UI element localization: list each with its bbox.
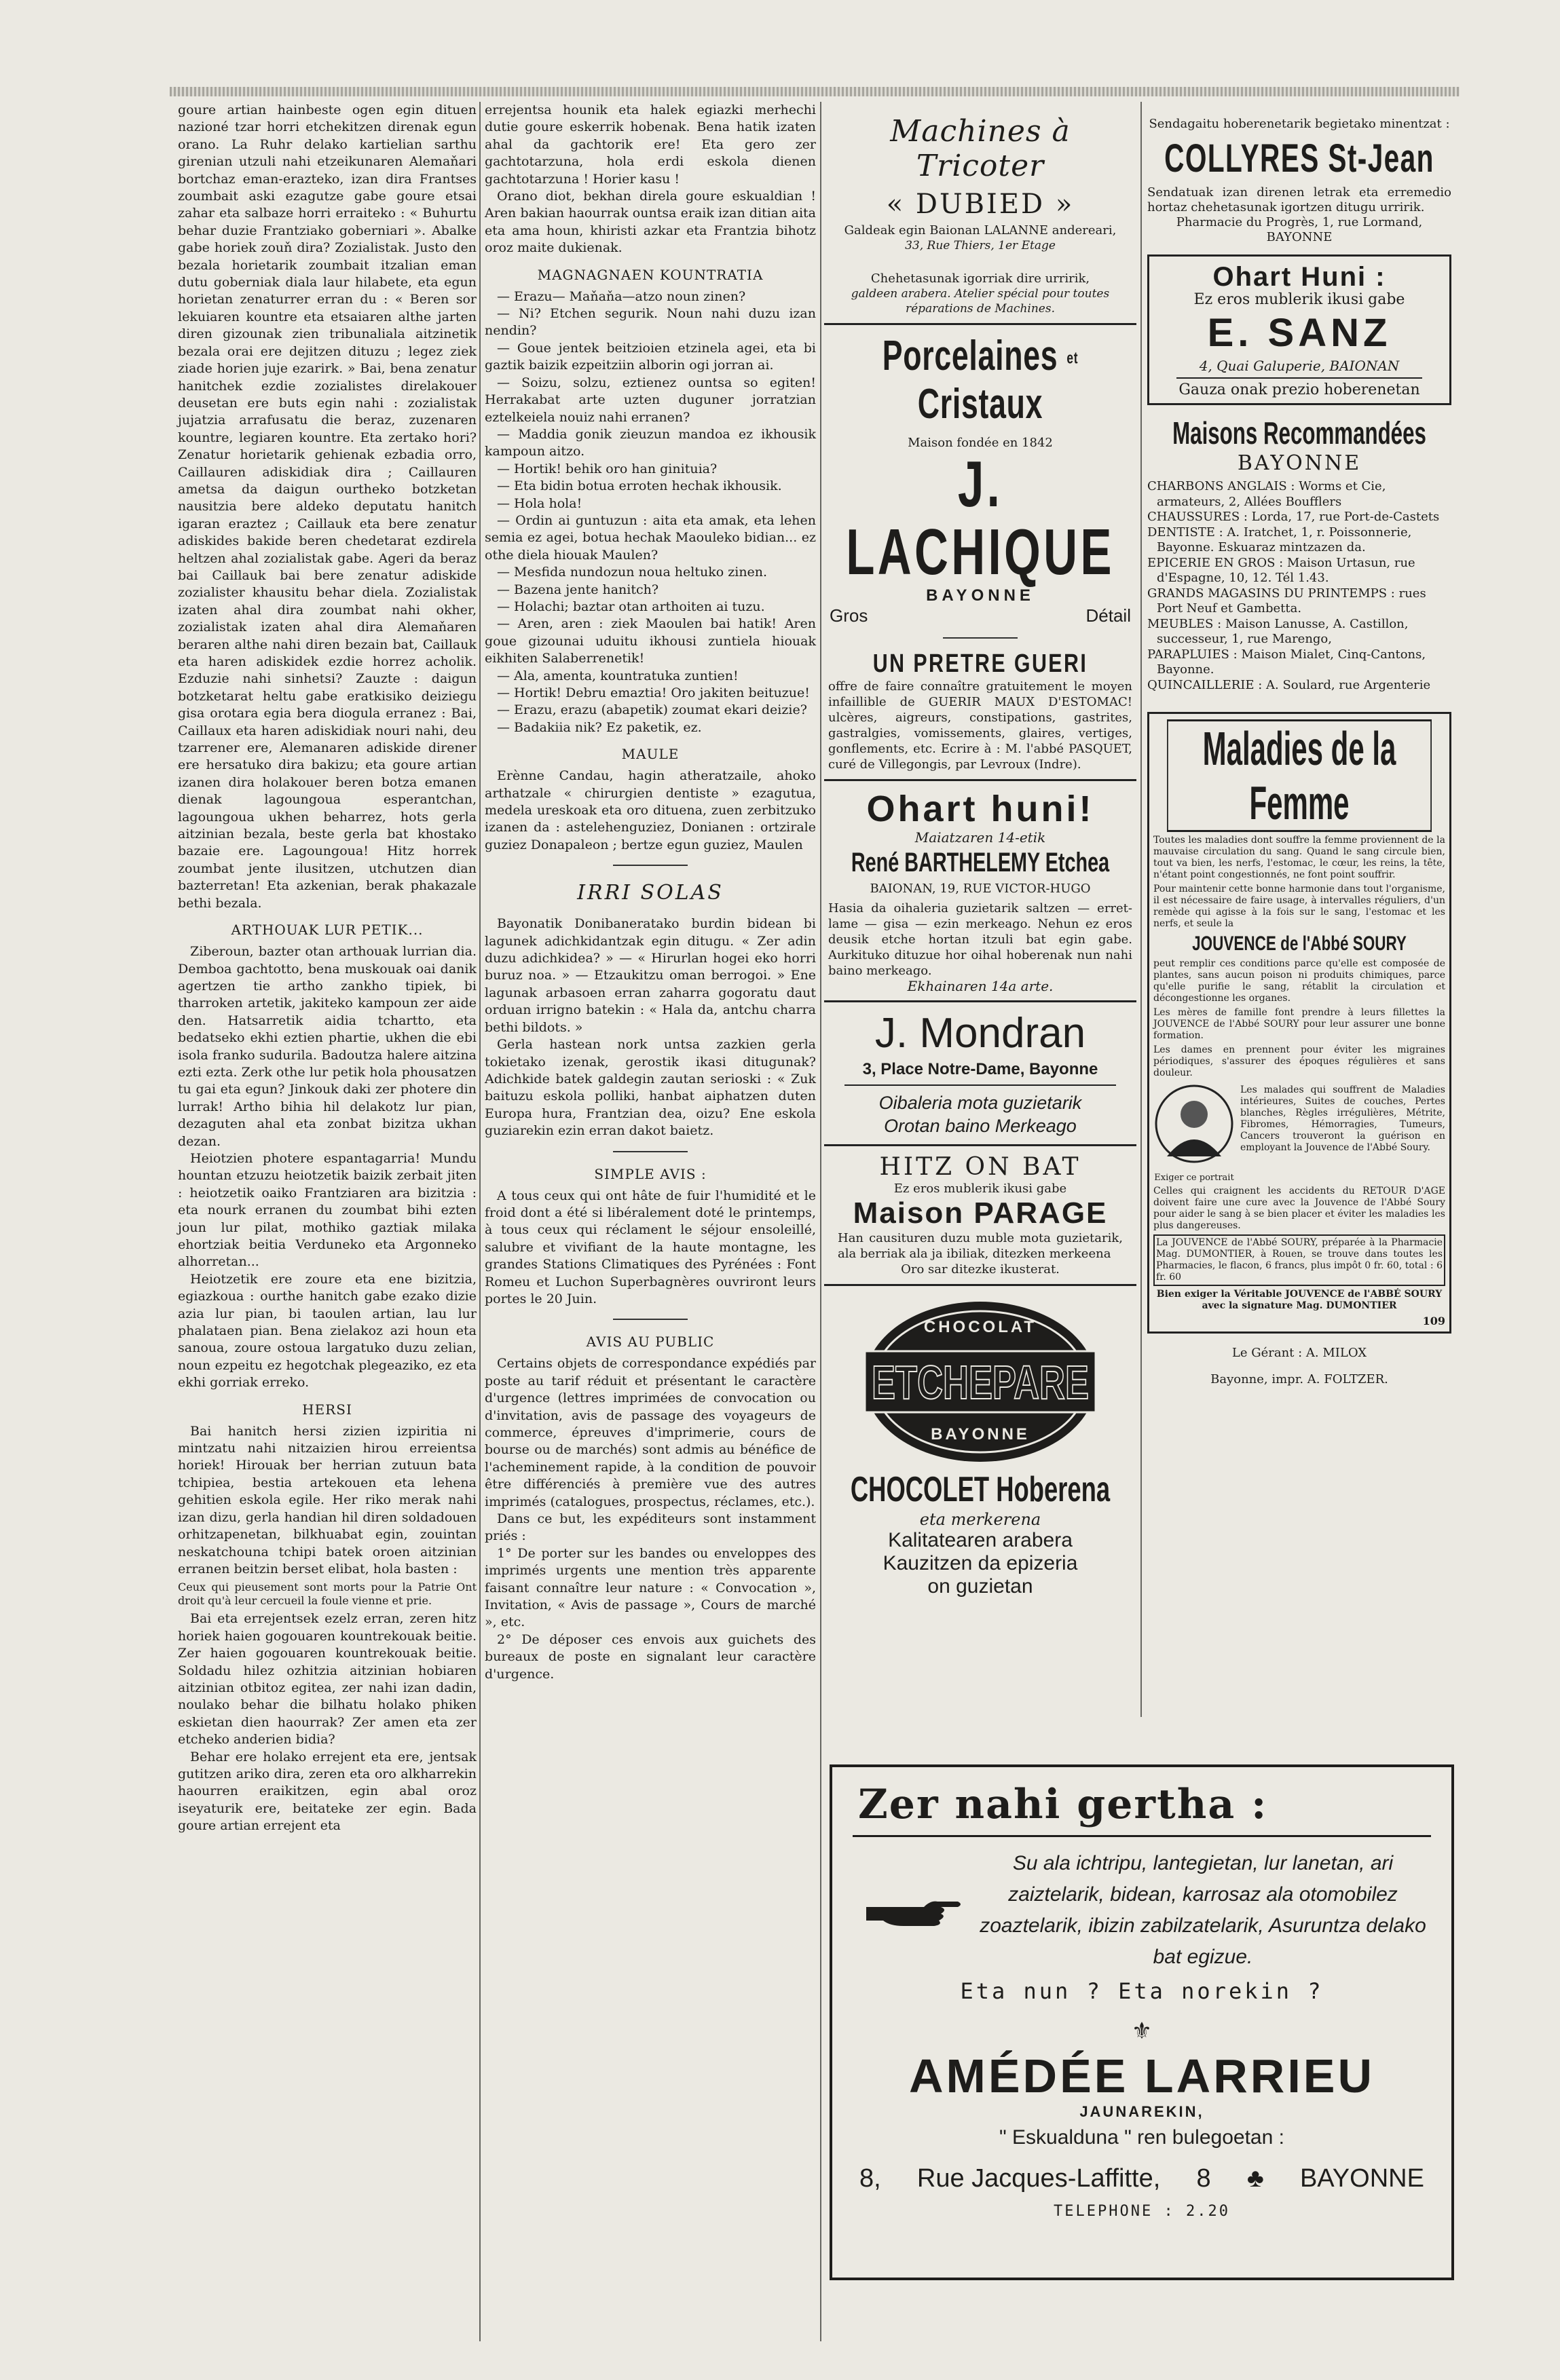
- ad-text: La JOUVENCE de l'Abbé SOURY, préparée à la Pharmacie Mag. DUMONTIER, à Rouen, se trouve dans toutes les Pharmacies, le flacon, 6 francs, plus impôt 0 fr. 60, total : 6 fr. 60: [1153, 1234, 1445, 1286]
- ad-title: Ohart Huni :: [1212, 262, 1386, 292]
- dialog-line: — Holachi; baztar otan arthoiten ai tuzu.: [497, 599, 765, 614]
- ad-divider: [824, 1284, 1136, 1286]
- list-item: QUINCAILLERIE : A. Soulard, rue Argenterie: [1147, 677, 1431, 692]
- ad-row: [824, 605, 1136, 626]
- advertisement-column-4: [1147, 102, 1451, 1717]
- ad-brand: « DUBIED »: [886, 189, 1075, 220]
- ad-text: on guzietan: [927, 1575, 1033, 1598]
- pointing-hand-icon: [853, 1848, 975, 1973]
- ad-divider: [824, 323, 1136, 325]
- ad-title: Ohart huni!: [866, 789, 1094, 829]
- logo-text-bottom: BAYONNE: [931, 1425, 1030, 1443]
- telephone: TELEPHONE : 2.20: [1054, 2203, 1230, 2220]
- separator-ornament: [485, 1315, 816, 1324]
- address-city: BAYONNE: [1299, 2164, 1424, 2193]
- ad-title: Machines à Tricoter: [890, 114, 1071, 183]
- list-item: GRANDS MAGASINS DU PRINTEMPS : rues Port Neuf et Gambetta.: [1147, 586, 1426, 616]
- dialog-line: — Bazena jente hanitch?: [497, 582, 659, 597]
- ad-brand: JOUVENCE de l'Abbé SOURY: [1192, 932, 1407, 955]
- ad-text: Les malades qui souffrent de Maladies intérieures, Suites de couches, Pertes blanches, Règles irrégulières, Métrite, Fibromes, Hémorragies, Tumeurs, Cancers trouveront la guérison en employant la Jouvence de l'Abbé Soury.: [1240, 1084, 1445, 1153]
- logo-text-main: ETCHEPARE: [872, 1356, 1089, 1409]
- ad-text: Les mères de famille font prendre à leurs fillettes la JOUVENCE de l'Abbé SOURY pour leur assurer une bonne formation.: [1153, 1007, 1445, 1041]
- section-heading: AVIS AU PUBLIC: [586, 1334, 715, 1350]
- ad-text: eta merkerena: [919, 1510, 1041, 1529]
- ad-title-part: Cristaux: [917, 381, 1043, 428]
- ad-text: Gros: [830, 605, 868, 626]
- separator-ornament: [485, 1147, 816, 1156]
- ad-text: Ez eros mublerik ikusi gabe: [1193, 291, 1405, 308]
- printer-line: Bayonne, impr. A. FOLTZER.: [1210, 1372, 1388, 1386]
- ad-brand: AMÉDÉE LARRIEU: [908, 2050, 1375, 2102]
- ad-text: Oro sar ditezke ikusterat.: [901, 1262, 1060, 1277]
- ad-machines-tricoter: [824, 114, 1136, 316]
- ad-text: Maison fondée en 1842: [908, 436, 1053, 450]
- dialog-line: — Ala, amenta, kountratuka zuntien!: [497, 668, 739, 683]
- fleuron-icon: ⚜: [1131, 2018, 1153, 2045]
- portrait: [1153, 1082, 1235, 1183]
- section-heading: MAULE: [621, 746, 680, 763]
- column-divider: [1140, 102, 1142, 1717]
- article-paragraph: Erènne Candau, hagin atheratzaile, ahoko arthatzale « chirurgien dentiste » ezagutua, medela ureskoak eta oro dituena, zuen zerbitzuko izanen da : astelehenguziez, Donianen : ortzirale guziez Donapaleon ; bertze egun guziez, Maulen: [485, 768, 816, 852]
- section-heading: ARTHOUAK LUR PETIK...: [231, 922, 424, 939]
- ad-text: Ekhainaren 14a arte.: [907, 978, 1054, 994]
- ad-address: [853, 2164, 1431, 2193]
- ad-parage: [824, 1153, 1136, 1277]
- ad-brand: E. SANZ: [1207, 311, 1392, 355]
- ad-sanz: [1147, 254, 1451, 405]
- article-paragraph: 1° De porter sur les bandes ou enveloppes des imprimés urgents une mention très apparente faisant connaître leur nature : « Convocation », Invitation, « Avis de passage », Cours de marché », etc.: [485, 1545, 816, 1630]
- ad-divider: [844, 1084, 1116, 1086]
- article-paragraph: A tous ceux qui ont hâte de fuir l'humidité et le froid dont a été si libéralement doté le printemps, à tous ceux qui réclament le séjour ensoleillé, salubre et vivifiant de la haute montagne, les grandes Stations Climatiques des Pyrénées : Font Romeu et Luchon Superbagnères ouvriront leurs portes le 20 Juin.: [485, 1188, 816, 1306]
- ad-brand: COLLYRES St-Jean: [1164, 136, 1434, 181]
- article-paragraph: Dans ce but, les expéditeurs sont instamment priés :: [485, 1511, 816, 1544]
- ad-text: BAIONAN, 19, RUE VICTOR-HUGO: [870, 882, 1091, 896]
- list-item: DENTISTE : A. Iratchet, 1, r. Poissonnerie, Bayonne. Eskuaraz mintzazen da.: [1147, 525, 1412, 554]
- section-subheading: BAYONNE: [1237, 451, 1362, 475]
- article-paragraph: Heiotzien photere espantagarria! Mundu hountan etzuzu heiotzetik baizik zerbait jiten : heiotzetik oaiko Frantziaren ara bizitzia : eta nourk erranen du zoumbat bihi ezten joun lur pilat, mothiko gaztiak milaka ehortziak beitia Verduneko eta Argonneko alhorretan...: [178, 1150, 477, 1270]
- advertisement-column-3: [824, 102, 1136, 1717]
- section-heading: IRRI SOLAS: [577, 881, 724, 905]
- ad-text: Pour maintenir cette bonne harmonie dans tout l'organisme, il est nécessaire de faire usage, à intervalles réguliers, d'un remède qui agisse à la fois sur le sang, l'estomac et les nerfs, et seule la: [1153, 884, 1445, 929]
- dialog-line: — Eta bidin botua erroten hechak ikhousik.: [497, 478, 782, 494]
- section-heading: HERSI: [302, 1401, 352, 1418]
- ad-question: Eta nun ? Eta norekin ?: [960, 1978, 1324, 2004]
- list-item: CHARBONS ANGLAIS : Worms et Cie, armateurs, 2, Allées Boufflers: [1147, 479, 1386, 509]
- dialog-line: — Goue jentek beitzioien etzinela agei, eta bi gaztik baizik ezpeitziin alborin ogi jorran ai.: [485, 340, 816, 373]
- ad-text: peut remplir ces conditions parce qu'elle est composée de plantes, sans aucun poison ni produits chimiques, parce qu'elle purifie le sang, rétablit la circulation et décongestionne les organes.: [1153, 958, 1445, 1004]
- article-paragraph: Heiotzetik ere zoure eta ene bizitzia, egiazkoua : ourthe hanitch gabe ezako dizie azia lur pian, bi taoulen artian, lau lur phalataen pian. Bena zielakoz azi houn eta sanoua, zoure ostoua largatuko duzu zelian, noun ezpeitu ez hegotchak plegeaziko, ez eta ekhi gorriak erreko.: [178, 1271, 477, 1391]
- article-paragraph: Certains objets de correspondance expédiés par poste au tarif réduit et présentant le caractère d'urgence (lettres imprimées de convocation ou d'invitation, avis de passage des voyageurs de commerce, épreuves d'imprimerie, cours de bourse ou de marchés) sont admis au bénéfice de l'acheminement rapide, à la condition de pouvoir être différenciés à première vue des autres imprimés (catalogues, prospectus, réclames, etc.).: [485, 1356, 816, 1509]
- ad-text: 3, Place Notre-Dame, Bayonne: [862, 1060, 1098, 1078]
- logo-text-top: CHOCOLAT: [923, 1318, 1037, 1336]
- ad-divider: [1176, 377, 1422, 379]
- ad-text: Oibaleria mota guzietarik: [878, 1093, 1082, 1113]
- ad-text: 4, Quai Galuperie, BAIONAN: [1199, 358, 1400, 374]
- ad-title-part: et: [1066, 349, 1079, 368]
- ad-text: Toutes les maladies dont souffre la femme proviennent de la mauvaise circulation du sang. Quand le sang circule bien, tout va bien, les nerfs, l'estomac, le cœur, les reins, la tête, n'étant point congestionnés, ne font point souffrir.: [1153, 835, 1445, 880]
- abbe-portrait-icon: [1153, 1082, 1235, 1170]
- list-item: PARAPLUIES : Maison Mialet, Cinq-Cantons, Bayonne.: [1147, 647, 1426, 677]
- article-paragraph: Ziberoun, bazter otan arthouak lurrian dia. Demboa gachtotto, bena muskouak oai danik agertzen tie artho zankho tipiek, bi tharroken artetik, jakiteko kampoun zer aide den. Hatsarretik aidia tchartto, eta bedatseko ekhi eztien phartie, ukhen die ebi isola franko sudurila. Badoutza halere aitzina ezti ezta. Zerk othe lur petik hola phousatzen tu gai eta egun? Jinkouk daki zer photere din lurrak! Artho bihia hil delakotz lur pian, dezaguten ahal eta zonbat bizitza ukhan dezan.: [178, 944, 477, 1149]
- ad-text: Les dames en prennent pour éviter les migraines périodiques, s'assurer des époques régulières et sans douleur.: [1153, 1044, 1445, 1078]
- ad-larrieu-insurance: [830, 1764, 1454, 2280]
- ornament-icon: ♣: [1246, 2164, 1264, 2193]
- ad-rene-barthelemy: [824, 788, 1136, 994]
- dialog-line: — Hola hola!: [497, 495, 582, 511]
- article-paragraph: Behar ere holako errejent eta ere, jentsak gutitzen ariko dira, zeren eta oro alkharrekin haourren eraikitzen, egin abal oroz iseyaturik ere, beitateke zer egin. Bada goure artian errejent eta: [178, 1749, 477, 1834]
- ad-jouvence-soury: [1147, 712, 1451, 1334]
- ad-brand: CHOCOLET Hoberena: [850, 1470, 1111, 1509]
- etchepare-logo: [858, 1297, 1102, 1467]
- ad-text: " Eskualduna " ren bulegoetan :: [999, 2126, 1284, 2149]
- portrait-caption: Exiger ce portrait: [1154, 1173, 1234, 1183]
- ad-portrait-row: [1153, 1082, 1445, 1183]
- top-border-rule: [170, 87, 1460, 96]
- article-paragraph: errejentsa hounik eta halek egiazki merhechi dutie goure eskerrik hobenak. Bena hatik izaten ahal da gachtorik ere! Eta gero zer gachtotarzuna, hola erdi eskola dienen gachtotarzuna ! Horier kasu !: [485, 102, 816, 187]
- ad-text: Hasia da oihaleria guzietarik saltzen — erret-lame — gisa — ezin merkeago. Nehun ez eros deusik etche hortan itzuli bat egin gabe. Aurkituko dituzue hor oihal hoberenak nun nahi baino merkeago.: [828, 901, 1132, 978]
- article-column-2: [485, 102, 816, 2341]
- dialog-line: — Ordin ai guntuzun : aita eta amak, eta lehen semia ez agei, botua hechak Maouleko bidian... ez othe diela hiouak Maulen?: [485, 512, 816, 563]
- ad-mondran: [824, 1009, 1136, 1137]
- section-heading: SIMPLE AVIS :: [594, 1165, 707, 1182]
- column-divider: [479, 102, 481, 2341]
- ad-brand: J. LACHIQUE: [846, 448, 1115, 588]
- ad-title: HITZ ON BAT: [879, 1153, 1081, 1181]
- ad-brand: J. Mondran: [874, 1010, 1086, 1057]
- ad-text: Sendagaitu hoberenetarik begietako minentzat :: [1149, 117, 1450, 131]
- ad-text: Galdeak egin Baionan LALANNE andereari,: [844, 223, 1117, 238]
- ad-text: Su ala ichtripu, lantegietan, lur lanetan, ari zaiztelarik, bidean, karrosaz ala otomobilez zoaztelarik, ibizin zabilzatelarik, Asuruntza delako bat egizue.: [980, 1852, 1426, 1968]
- separator-ornament: [824, 633, 1136, 643]
- ad-text: Gauza onak prezio hoberenetan: [1178, 381, 1420, 398]
- section-heading: Maisons Recommandées: [1172, 415, 1426, 451]
- dialog-line: — Erazu— Maňaňa—atzo noun zinen?: [497, 288, 746, 304]
- dialog-line: — Ni? Etchen segurik. Noun nahi duzu izan nendin?: [485, 306, 816, 339]
- dialog-line: — Mesfida nundozun noua heltuko zinen.: [497, 565, 768, 580]
- ad-divider: [824, 779, 1136, 781]
- ad-title: Zer nahi gertha :: [858, 1781, 1268, 1828]
- recommended-list: [1147, 479, 1451, 693]
- list-item: MEUBLES : Maison Lanusse, A. Castillon, successeur, 1, rue Marengo,: [1147, 616, 1409, 646]
- ad-divider: [853, 1835, 1431, 1837]
- column-divider: [820, 102, 821, 2341]
- ad-text: Pharmacie du Progrès, 1, rue Lormand, BAYONNE: [1176, 215, 1423, 244]
- article-column-1: [178, 102, 477, 2341]
- ad-body: [853, 1848, 1431, 1973]
- ad-text: galdeen arabera. Atelier spécial pour toutes réparations de Machines.: [851, 287, 1110, 316]
- list-item: EPICERIE EN GROS : Maison Urtasun, rue d'Espagne, 10, 12. Tél 1.43.: [1147, 555, 1415, 585]
- ad-brand: Maison PARAGE: [853, 1196, 1108, 1230]
- ad-divider: [824, 1000, 1136, 1002]
- ad-text: Bien exiger la Véritable JOUVENCE de l'ABBÉ SOURY avec la signature Mag. DUMONTIER: [1156, 1289, 1443, 1311]
- ad-text: Orotan baino Merkeago: [884, 1116, 1077, 1136]
- article-paragraph: 2° De déposer ces envois aux guichets des bureaux de poste en signalant leur caractère d'urgence.: [485, 1631, 816, 1682]
- ad-text: offre de faire connaître gratuitement le moyen infaillible de GUERIR MAUX D'ESTOMAC! ulcères, aigreurs, constipations, gastrites, gastralgies, vomissements, glaires, vertiges, gonflements, etc. Ecrire à : M. l'abbé PASQUET, curé de Villegongis, par Levroux (Indre).: [828, 679, 1132, 772]
- ad-city: BAYONNE: [926, 586, 1035, 605]
- ad-text: Celles qui craignent les accidents du RETOUR D'AGE doivent faire une cure avec la Jouvence de l'Abbé Soury pour aider le sang à se bien placer et éviter les maladies les plus dangereuses.: [1153, 1186, 1445, 1231]
- ad-pretre-gueri: [824, 649, 1136, 772]
- dialog-line: — Aren, aren : ziek Maoulen bai hatik! Aren goue gizounai uduitu ikhousi zuntiela hiouak eikhiten Salaberrenetik!: [485, 616, 816, 666]
- section-heading: MAGNAGNAEN KOUNTRATIA: [537, 266, 764, 283]
- article-paragraph: Orano diot, bekhan direla goure eskualdian ! Aren bakian haourrak ountsa eraik izan ditian aita eta ama houn, khiristi azkar eta Frantzia bihotz oroz maite dukienak.: [485, 189, 816, 256]
- ad-title: Maladies de la Femme: [1167, 719, 1432, 832]
- ad-text: Maiatzaren 14-etik: [914, 829, 1046, 846]
- dialog-line: — Erazu, erazu (abapetik) zoumat ekari deizie?: [497, 702, 807, 718]
- ad-text: Détail: [1085, 605, 1131, 626]
- ad-text: Kalitatearen arabera: [888, 1529, 1073, 1551]
- ad-text: Chehetasunak igorriak dire urririk,: [870, 271, 1090, 286]
- ad-title-part: Porcelaines: [882, 333, 1058, 379]
- address-number: 8,: [859, 2164, 881, 2193]
- ad-divider: [824, 1144, 1136, 1146]
- address-number: 8: [1196, 2164, 1211, 2193]
- gerant-line: Le Gérant : A. MILOX: [1231, 1346, 1367, 1360]
- ad-text: Sendatuak izan direnen letrak eta erremedio hortaz chehetasunak igortzen ditugu urririk.: [1147, 185, 1451, 214]
- article-paragraph: Bayonatik Donibaneratako burdin bidean bi lagunek adichkidantzak egin ditugu. « Zer adin duzu adichkidea? » — « Hirurlan hogei eko horri buruz noa. » — Etzaukitzu oman berrogoi. » Ene lagunak arbasoen erran zaharra gogoratu daut orduan irrigno batekin : « Hala da, antchu charra bethi bildots. »: [485, 916, 816, 1035]
- dialog-line: — Hortik! Debru emaztia! Oro jakiten beituzue!: [497, 685, 810, 700]
- article-paragraph: Bai hanitch hersi zizien izpiritia ni mintzatu nahi nitzaizien hirou erreientsa horiek! Hirouak ber herrian zutuun bata tchipiea, bestia artekouen eta lehena gehitien eskola egile. Her riko merak nahi izan dizu, gerla handian hil diren soldadouen orhitzapenetan, bilkhuabat egin, zouintan neskatchouna tchipi batek oroen aitzinian erranen beitzin berset elibat, hola basten :: [178, 1423, 477, 1576]
- ad-text: JAUNAREKIN,: [1079, 2103, 1204, 2120]
- ad-chocolat-etchepare: [824, 1297, 1136, 1598]
- separator-ornament: [485, 861, 816, 870]
- dialog-line: — Hortik! behik oro han ginituia?: [497, 461, 718, 476]
- ad-brand: René BARTHELEMY Etchea: [851, 848, 1110, 877]
- article-paragraph: goure artian hainbeste ogen egin dituen nazioné tzar horri etchekitzen direnak egun orano. La Ruhr delako kartielian sarthu girenian utzuli nahi etzeikunaren Alemaňari bortchaz eman-erazteko, izan dira Frantses zoumbait aski ezagutze gabe goure etsai zahar eta salbaze horri erraiteko : « Buhurtu behar duzie Frantziako goberniari ». Abalke gabe horiek zouň dira? Zozialistak. Justo den bezala horietarik zoumbait itzalian eman dutu goberniak diala laur hilabete, eta egun horietan zenaturrer erran du : « Beren sor lekuiaren kountre eta etsaiaren althe jarten diren gizounak zien tribunaliala aitzinetik bezala orai ere dejitzen dituzu ; legez ziek ziade horien juje ezarirk. » Bai, bena zenatur hanitchek ezdie zozialistes direlakouer deusetan ere buts egin nahi : zozialistak jujatzia arrafusatu die beraz, zuzenaren kountre, legiaren kountre. Eta zertako hori? Zenatur horietarik gehienak ezbadia orro, Caillauren adiskidiak dira ; Caillauren ametsa da daigun ourtheko botzketan nausitzia bere aldeko deputatu hanitch igaran eraztez ; Caillauk eta bere zenatur adiskides bakide beren chedetarat ezdirela heltzen ahal zozialistak gabe. Ageri da beraz bai Caillauk bai bere zenatur adiskide zozialister khausitu behar diela. Zozialistak izaten ahal dira zoumbat nahi okher, zozialistak izaten ahal dira Alemaňaren beraren althe nahi diren bezain bat, Caillauk eta haren adiskidek ezdie horrez acholik. Ezduzie nahi sinhetsi? Zauzte : daigun botzketarat heltu gabe eratkisiko deiziegu gisa orotara egia bera diogula erranez : Bai, Caillaux eta haren adiskidiak nouri nahi, deu tzarrener ere, Alemanaren adiskide direner ere hersatuko dira bakizu; eta goure artian izanen dira holakouer beren botza emanen dienak lagoungoua esperantchan, lagoungoua ukhen beharrez, hots gerla aitzinian bezala, beste gerla bat khostako bazaie ere. Lagoungoua! Hitz horrek zoumbat jente ilusitzen, utchutzen dian bazterretan! Eta azkenian, berak phakazale bethi bezala.: [178, 102, 477, 911]
- list-item: CHAUSSURES : Lorda, 17, rue Port-de-Castets: [1147, 510, 1440, 524]
- ad-title: UN PRETRE GUERI: [872, 649, 1088, 678]
- ad-text: Han causituren duzu muble mota guzietarik, ala berriak ala ja ibiliak, ditezken merkeena: [838, 1231, 1123, 1261]
- dialog-line: — Soizu, solzu, eztienez ountsa so egiten! Herrakabat arte uzten duguner jorratzian eztelkeiela nouiz nahi erranen?: [485, 375, 816, 425]
- ad-lachique: [824, 332, 1136, 626]
- poem-quote: Ceux qui pieusement sont morts pour la Patrie Ont droit qu'à leur cercueil la foule vienne et prie.: [178, 1581, 477, 1608]
- ad-text: 33, Rue Thiers, 1er Etage: [905, 239, 1056, 252]
- dialog-line: — Badakiia nik? Ez paketik, ez.: [497, 719, 702, 735]
- article-paragraph: Gerla hastean nork untsa zazkien gerla tokietako izenak, gerostik ikasi ditugunak? Adichkide batek galdegin zautan serioski : « Zuk baituzu eskola polliki, hanbat aiphatzen duten Europa hura, Frantzian dea, oizu? Ene eskola guziarekin ezin erran dakot baietz.: [485, 1037, 816, 1139]
- ad-number: 109: [1422, 1315, 1445, 1327]
- dialog-line: — Maddia gonik zieuzun mandoa ez ikhousik kampoun aitzo.: [485, 426, 816, 459]
- ad-title: [838, 332, 1122, 428]
- address-street: Rue Jacques-Laffitte,: [916, 2164, 1161, 2193]
- ad-text: Ez eros mublerik ikusi gabe: [893, 1182, 1067, 1196]
- ad-text: Kauzitzen da epizeria: [883, 1552, 1078, 1574]
- article-paragraph: Bai eta errejentsek ezelz erran, zeren hitz horiek haien gogouaren kountrekouak beitie. Zer haien gogouaren kountrekouak beitie. Soldadu hilez ozhitzia aitzinian hobiaren aitzinian otbitoz egitea, zer nahi izan dadin, noulako behar die bilhatu holako phiken eskietan dien haourrak? Zer amen eta zer etcheko anderien bidia?: [178, 1611, 477, 1748]
